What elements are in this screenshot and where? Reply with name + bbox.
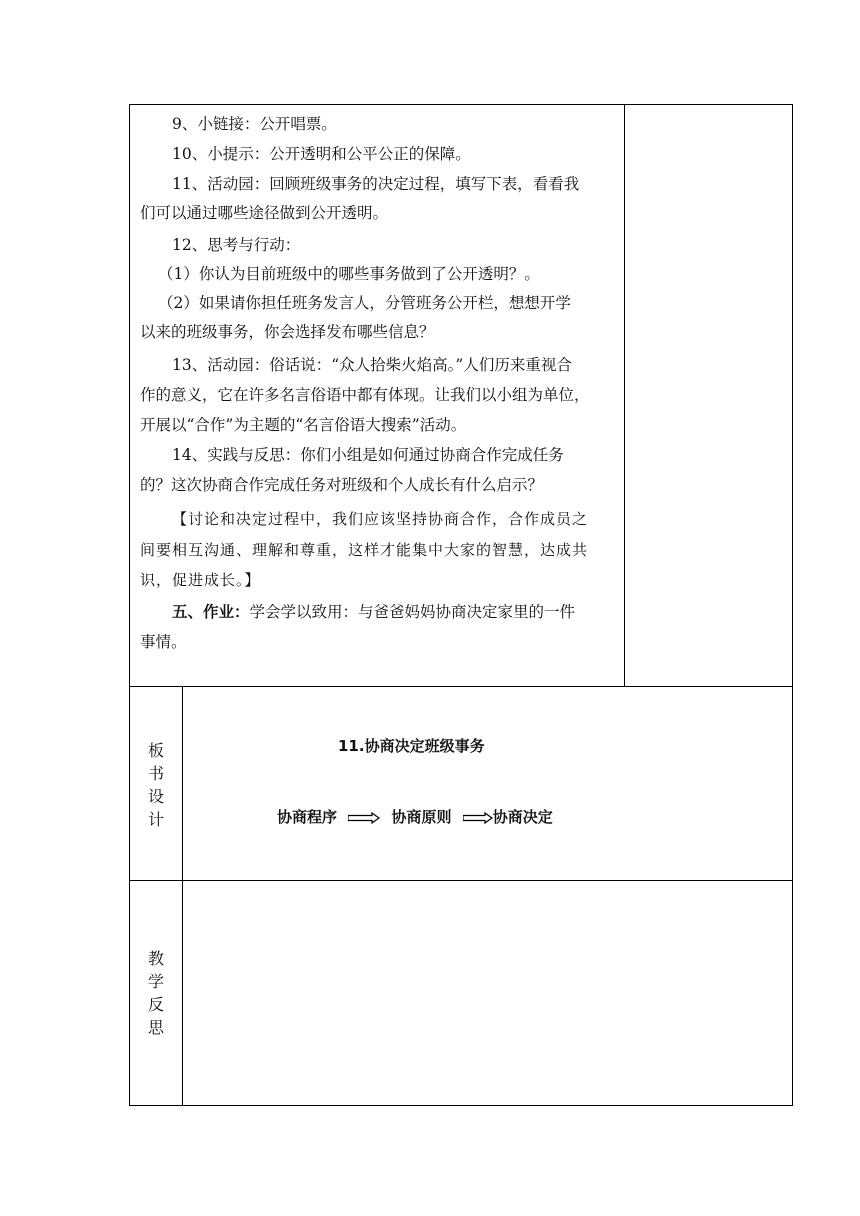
board-title: 11.协商决定班级事务 — [338, 737, 485, 755]
conclusion-line-1: 【讨论和决定过程中，我们应该坚持协商合作，合作成员之 — [172, 510, 589, 528]
content-line-12-2a: （2）如果请你担任班务发言人，分管班务公开栏，想想开学 — [158, 294, 571, 312]
content-line-10: 10、小提示：公开透明和公平公正的保障。 — [172, 145, 471, 163]
row-divider-1 — [130, 686, 792, 687]
homework-line — [172, 602, 575, 622]
content-line-9: 9、小链接：公开唱票。 — [172, 115, 337, 133]
column-divider — [624, 105, 625, 686]
board-step-1: 协商程序 — [277, 808, 338, 826]
content-line-13b: 作的意义，它在许多名言俗语中都有体现。让我们以小组为单位， — [140, 386, 590, 404]
homework-line-2: 事情。 — [140, 633, 187, 651]
content-line-13a: 13、活动园：俗话说：“众人拾柴火焰高。”人们历来重视合 — [172, 356, 572, 374]
content-line-12: 12、思考与行动： — [172, 236, 301, 254]
content-line-12-1: （1）你认为目前班级中的哪些事务做到了公开透明？。 — [158, 265, 540, 283]
homework-text: 学会学以致用：与爸爸妈妈协商决定家里的一件 — [249, 603, 576, 621]
homework-label: 五、作业： — [172, 603, 250, 621]
content-line-14b: 的？这次协商合作完成任务对班级和个人成长有什么启示？ — [140, 476, 544, 494]
content-line-11b: 们可以通过哪些途径做到公开透明。 — [140, 204, 389, 222]
board-step-2: 协商原则 — [391, 808, 452, 826]
content-line-12-2b: 以来的班级事务，你会选择发布哪些信息？ — [140, 323, 435, 341]
content-line-14a: 14、实践与反思：你们小组是如何通过协商合作完成任务 — [172, 446, 564, 464]
content-line-13c: 开展以“合作”为主题的“名言俗语大搜索”活动。 — [140, 416, 467, 434]
content-line-11a: 11、活动园：回顾班级事务的决定过程，填写下表，看看我 — [172, 175, 580, 193]
conclusion-line-3: 识，促进成长。】 — [140, 571, 261, 589]
board-flow — [277, 807, 553, 827]
double-arrow-icon — [348, 812, 380, 824]
reflection-label: 教 学 反 思 — [147, 949, 164, 1037]
reflection-content — [183, 881, 791, 1104]
double-arrow-icon — [463, 812, 493, 824]
board-step-3: 协商决定 — [492, 808, 553, 826]
conclusion-line-2: 间要相互沟通、理解和尊重，这样才能集中大家的智慧，达成共 — [140, 541, 589, 559]
board-design-label: 板 书 设 计 — [147, 741, 164, 829]
